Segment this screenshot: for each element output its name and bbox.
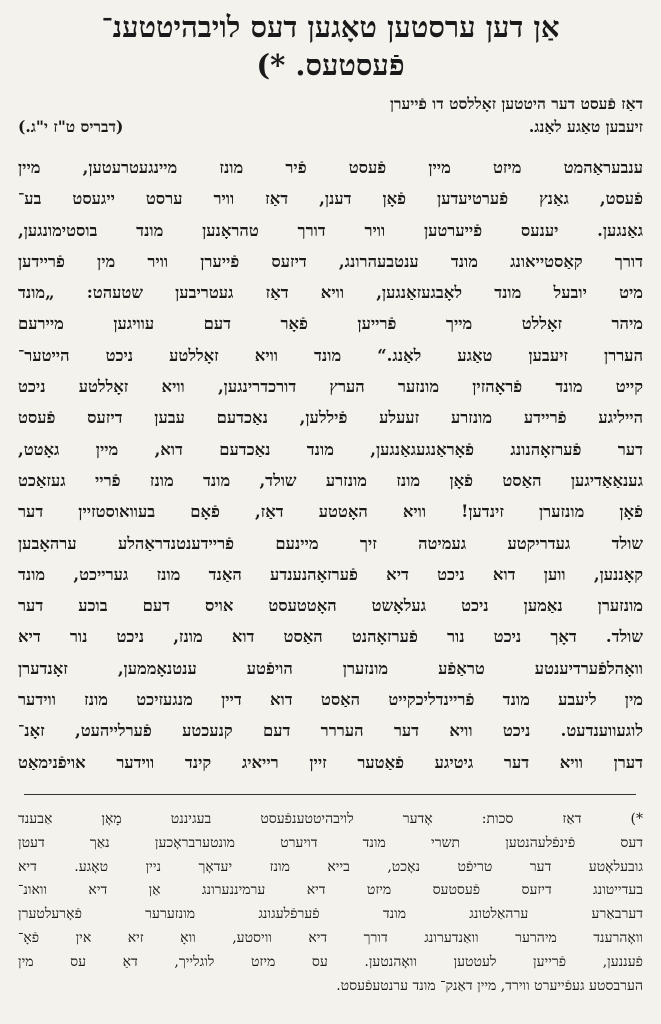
body-line: העררן זיעבען טאַגע לאַנג.“ מונד וויא זאָללטע ניכט הייטער־: [18, 345, 643, 365]
document-title: [18, 8, 643, 84]
motto-text-1: דאַז פֿעסט דער היטטען זאָללסט דו פֿייערן: [389, 94, 643, 113]
body-line: דורך קאַסטייאונג מונד ענטבעהרונג, דיזעס פֿייערן וויר מין פֿריידען: [18, 251, 643, 271]
body-line: דערן וויא דער גיטיגע פֿאַטער זיין רייאיג קינד ווידער אויפֿנימאַט: [18, 752, 643, 772]
body-line: שולד געדריקטע געמיטה זיך מיינעם פֿריידענטנדראַהלע ערהאָבען: [18, 533, 643, 553]
footnote-line: גובעלאָטע דער טריפֿט נאָכט, בייא מונז יעדאָך ניין טאָגע. דיא: [18, 858, 643, 875]
footnote-line: דעס פֿינפֿלעהנטען תשרי מונד דויערט מונטערבראָכען נאַך דעטן: [18, 834, 643, 851]
body-line: דער פֿערזאָהנונג פֿאָראַנגעגאַנגען, מונד נאַכדעם דוא, מיין גאָטט,: [18, 439, 643, 459]
body-line: וואָהלפֿערדיענטע טראַפֿע מונזערן הויפֿטע ענטנאָממען, זאָנדערן: [18, 658, 643, 678]
body-line: קאָננען, ווען דוא ניכט דיא פֿערזאָהנענדע האַנד מונז גערייכט, מונד: [18, 564, 643, 584]
motto-verse: [18, 92, 643, 138]
body-line: פֿעסט, גאַנץ פֿערטיעדען פֿאָן דענן, דאַז וויר ערסט ייגעסט בע־: [18, 189, 643, 209]
footnote-line: דערבאַרע ערהאַלטונג מונד פֿערפֿלעגונג מונזערער פֿאָרעלטערן: [18, 906, 643, 923]
motto-line-2: [18, 115, 643, 138]
body-line: הייליגע פֿריידע מונזרע זעעלע פֿיללען, נאַכדעם עבען דיזעס פֿעסט: [18, 408, 643, 428]
footnote-line: פֿעננען, פֿרייען לעטטען וואָהנטען. עס מיזט לוגלייך, דאַ עס מין: [18, 953, 643, 970]
footnote-divider: [24, 794, 636, 795]
body-line: מונזערן נאַמען ניכט געלאָשט האָטטעסט אויס דעם בוכע דער: [18, 596, 643, 616]
title-line-1: אַן דען ערסטען טאָגען דעס לויבהיטטענ־: [101, 10, 560, 44]
motto-text-2: זיעבען טאַגע לאַנג.: [528, 117, 643, 136]
body-line: מין ליעבע מונד פֿריינדליכקייט האַסט דוא דיין מנגעזיכט מונז ווידער: [18, 690, 643, 710]
motto-line-1: [18, 92, 643, 115]
title-line-2: פֿעסטעס. *): [256, 48, 405, 82]
body-line: שולד. דאָך ניכט נור פֿערזאָהנט האַסט דוא מונז, ניכט נור דיא: [18, 627, 643, 647]
motto-source: (דבריס ט"ז י"ג.): [18, 117, 124, 136]
footnote-line: *) דאַז סכות: אָדער לויבהיטטענפֿעסט בעגיננט מָאָן אַבענד: [18, 811, 643, 827]
body-line: קייט מונד פֿראָהזין מונזער הערץ דורכדרינגען, וויא זאָללטע ניכט: [18, 377, 643, 397]
body-line: מיט יובעל מונד לאָבגעזאַנגען, וויא דאַז געטריבען שטעהט: „מונד: [18, 283, 643, 303]
footnote: [18, 808, 643, 998]
body-line: גענאַאַדיגען האַסט פֿאָן מונז מונזרע שולד, מונד מונז פֿריי געזאַכט: [18, 470, 643, 490]
body-line: גאַנגען. יענעס פֿייערטען וויר דורך טהראָנען מונד בוסטימונגען,: [18, 220, 643, 240]
footnote-line: הערבסטע געפֿייערט ווירד, מיין דאַנק־ מונד ערנטעפֿעסט.: [336, 977, 643, 994]
body-line: לוגעווענדעט. ניכט וויא דער העררר דעם קנעכטע פֿערלייהעט, זאָנ־: [18, 721, 643, 741]
footnote-line: וואָהרענד מיהרער וואַנדערונג דורך דיא וויסטע, וואָ זיא אין פֿאָ־: [18, 929, 643, 946]
body-text: [18, 152, 643, 778]
footnote-line: בעדייטונג דיזעס פֿעסטעס מיזט דיא ערמיננערונג אַן דיא וואונ־: [18, 882, 643, 899]
body-line: מיהר זאָללט מייך פֿרייען פֿאָר דעם עוויגען מיירעם: [18, 314, 643, 334]
body-line: ענבעראַהמט מיזט מיין פֿעסט פֿיר מונז מיינגעטרעטען, מיין: [18, 158, 643, 177]
body-line: פֿאָן מונזערן זינדען! וויא האָטטע דאַז, פֿאָם בעוואוסטזיין דער: [18, 502, 643, 522]
